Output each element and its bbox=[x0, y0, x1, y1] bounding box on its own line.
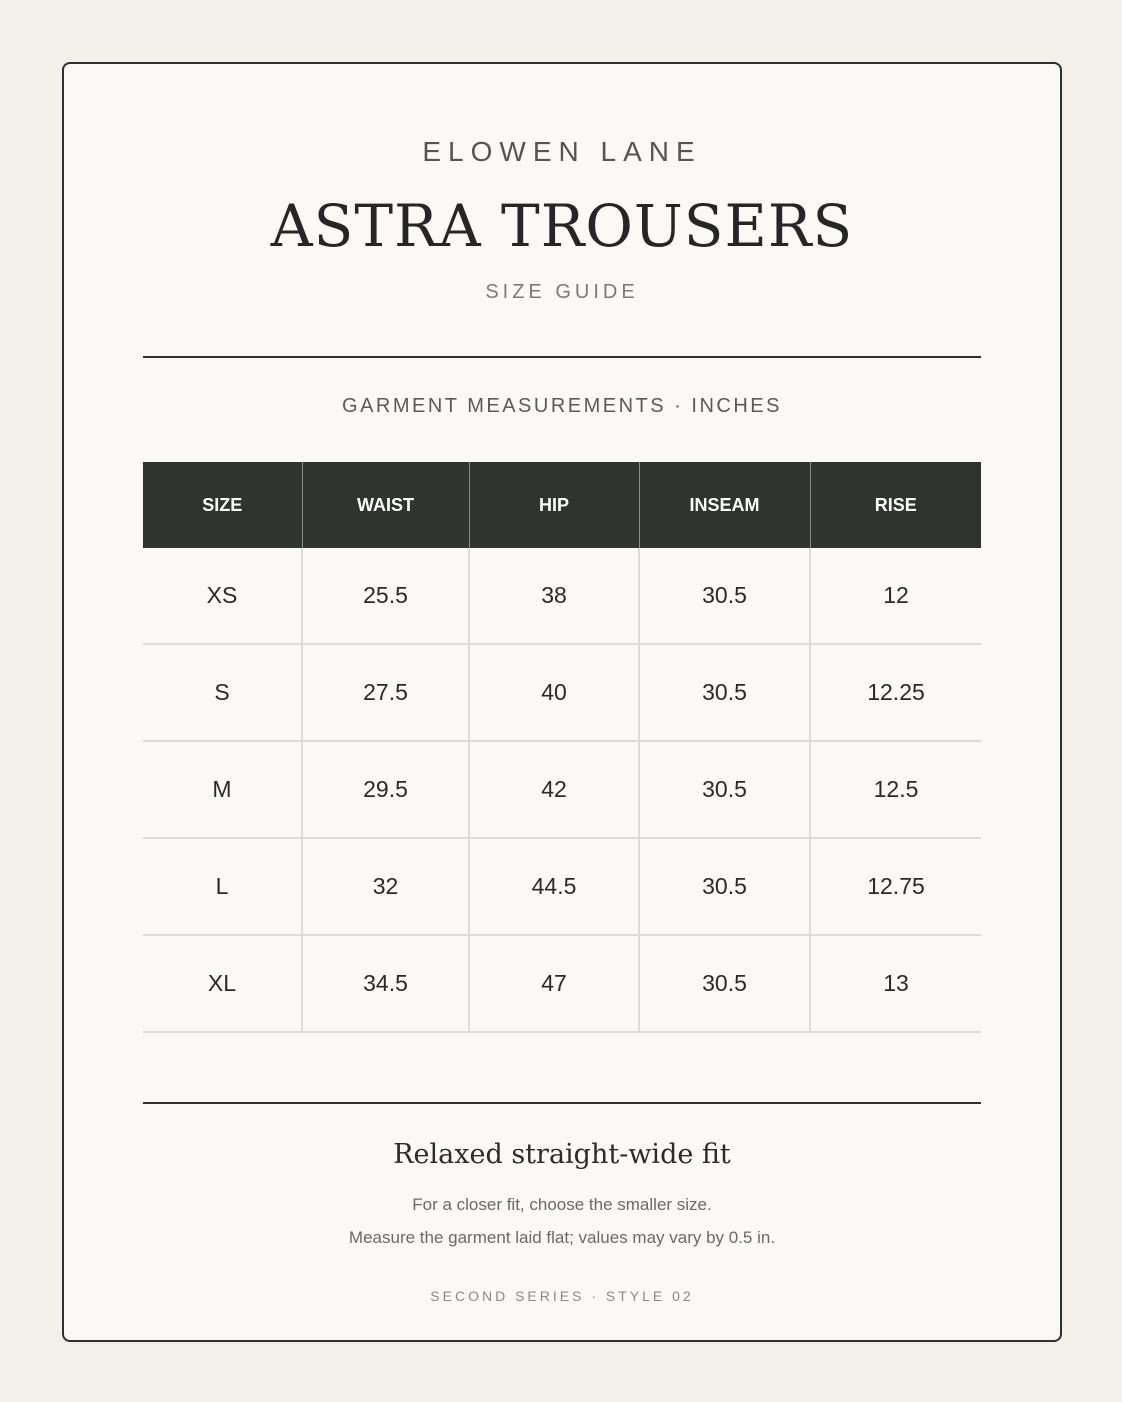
size-table bbox=[143, 462, 981, 1033]
cell-size: L bbox=[143, 838, 302, 935]
table-row bbox=[143, 838, 981, 935]
cell-size: XS bbox=[143, 548, 302, 644]
bottom-divider bbox=[143, 1102, 981, 1104]
cell-size: M bbox=[143, 741, 302, 838]
cell-hip: 44.5 bbox=[469, 838, 639, 935]
cell-inseam: 30.5 bbox=[639, 548, 810, 644]
brand-name: ELOWEN LANE bbox=[422, 136, 702, 167]
header-hip: HIP bbox=[469, 462, 639, 548]
table-row bbox=[143, 741, 981, 838]
table-row bbox=[143, 935, 981, 1032]
cell-waist: 34.5 bbox=[302, 935, 469, 1032]
cell-waist: 27.5 bbox=[302, 644, 469, 741]
header-size: SIZE bbox=[143, 462, 302, 548]
top-divider bbox=[143, 356, 981, 358]
cell-hip: 40 bbox=[469, 644, 639, 741]
cell-inseam: 30.5 bbox=[639, 644, 810, 741]
header-rise: RISE bbox=[810, 462, 981, 548]
cell-waist: 29.5 bbox=[302, 741, 469, 838]
cell-rise: 12 bbox=[810, 548, 981, 644]
fit-note-sizing: For a closer fit, choose the smaller size. bbox=[412, 1195, 712, 1214]
cell-inseam: 30.5 bbox=[639, 838, 810, 935]
cell-inseam: 30.5 bbox=[639, 935, 810, 1032]
cell-rise: 12.5 bbox=[810, 741, 981, 838]
table-header-row bbox=[143, 462, 981, 548]
cell-size: S bbox=[143, 644, 302, 741]
series-label: SECOND SERIES · STYLE 02 bbox=[430, 1288, 694, 1304]
cell-size: XL bbox=[143, 935, 302, 1032]
table-row bbox=[143, 644, 981, 741]
cell-hip: 42 bbox=[469, 741, 639, 838]
cell-rise: 12.25 bbox=[810, 644, 981, 741]
header-inseam: INSEAM bbox=[639, 462, 810, 548]
header-waist: WAIST bbox=[302, 462, 469, 548]
cell-hip: 38 bbox=[469, 548, 639, 644]
table-row bbox=[143, 548, 981, 644]
cell-waist: 32 bbox=[302, 838, 469, 935]
fit-note-measuring: Measure the garment laid flat; values may vary by 0.5 in. bbox=[348, 1228, 776, 1247]
cell-rise: 12.75 bbox=[810, 838, 981, 935]
cell-hip: 47 bbox=[469, 935, 639, 1032]
cell-inseam: 30.5 bbox=[639, 741, 810, 838]
cell-waist: 25.5 bbox=[302, 548, 469, 644]
product-title: ASTRA TROUSERS bbox=[270, 192, 854, 260]
guide-label: SIZE GUIDE bbox=[485, 281, 639, 303]
section-title: GARMENT MEASUREMENTS · INCHES bbox=[342, 395, 782, 417]
fit-title: Relaxed straight-wide fit bbox=[393, 1139, 731, 1170]
size-guide-card bbox=[62, 62, 1062, 1342]
cell-rise: 13 bbox=[810, 935, 981, 1032]
